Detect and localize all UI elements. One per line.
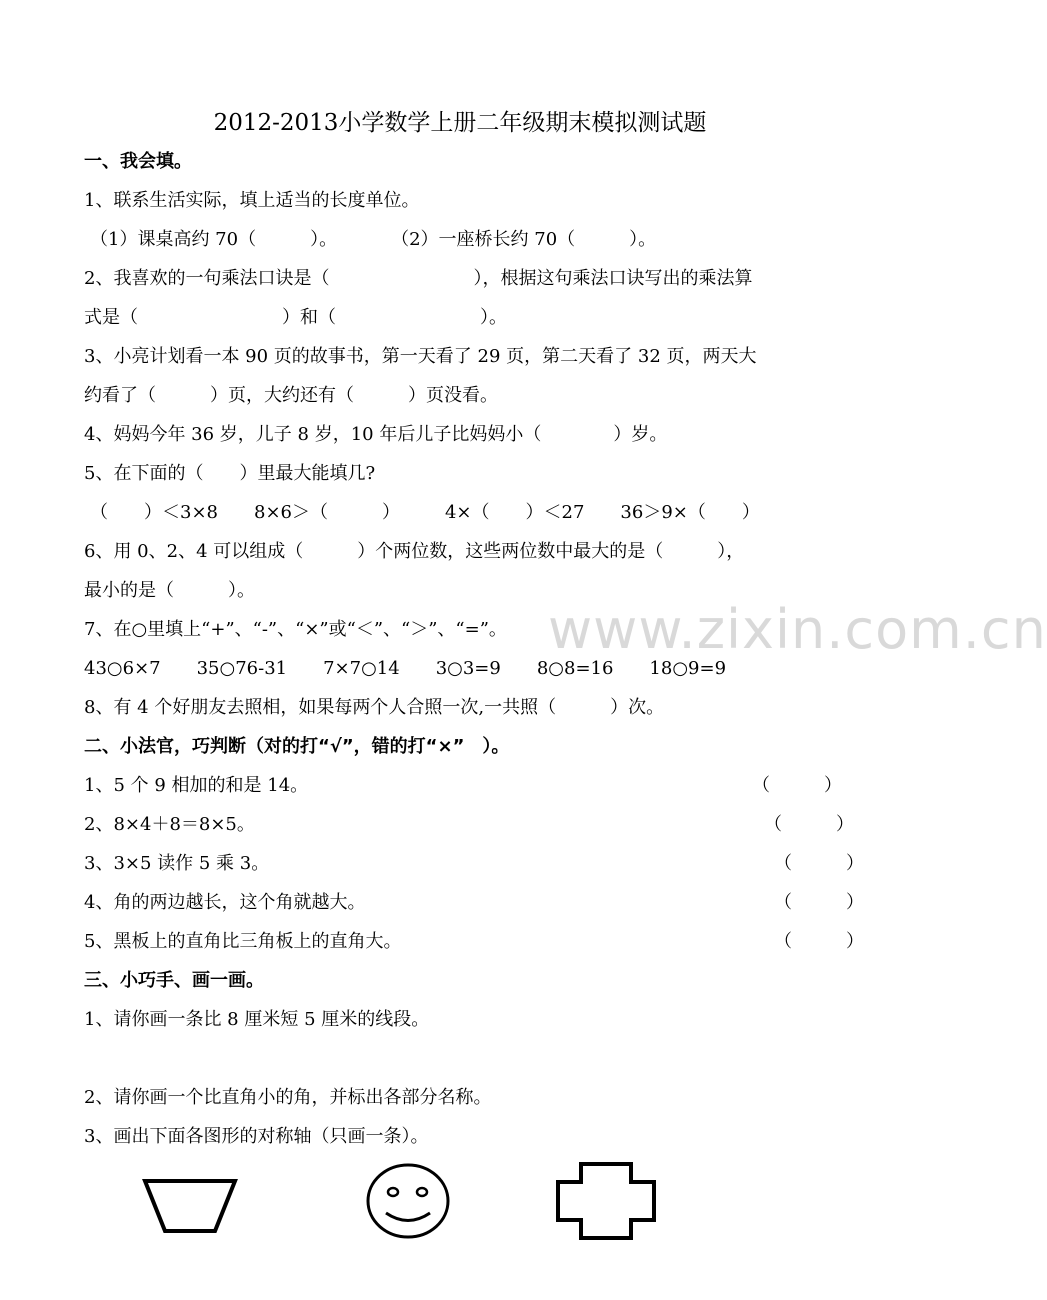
answer-parenthesis: （ ） bbox=[764, 814, 854, 835]
question-line: 2、我喜欢的一句乘法口诀是（ ），根据这句乘法口诀写出的乘法算 bbox=[84, 268, 753, 289]
page-title: 2012-2013小学数学上册二年级期末模拟测试题 bbox=[213, 110, 707, 136]
answer-parenthesis: （ ） bbox=[774, 853, 864, 874]
section-heading-fill: 一、我会填。 bbox=[84, 151, 192, 172]
question-line: 最小的是（ ）。 bbox=[84, 580, 255, 601]
answer-parenthesis: （ ） bbox=[774, 931, 864, 952]
question-line: （1）课桌高约 70（ ）。 （2）一座桥长约 70（ ）。 bbox=[90, 229, 657, 250]
section-heading-judge: 二、小法官，巧判断（对的打“√”，错的打“×” ）。 bbox=[84, 736, 510, 757]
judge-item: 3、3×5 读作 5 乘 3。 bbox=[84, 853, 270, 874]
draw-item: 1、请你画一条比 8 厘米短 5 厘米的线段。 bbox=[84, 1009, 430, 1030]
judge-item: 4、角的两边越长，这个角就越大。 bbox=[84, 892, 366, 913]
question-line: 约看了（ ）页，大约还有（ ）页没看。 bbox=[84, 385, 498, 406]
smiley-face-icon bbox=[362, 1160, 454, 1242]
question-line: （ ）＜3×8 8×6＞（ ） 4×（ ）＜27 36＞9×（ ） bbox=[90, 502, 760, 523]
draw-item: 2、请你画一个比直角小的角，并标出各部分名称。 bbox=[84, 1087, 492, 1108]
question-line: 43○6×7 35○76-31 7×7○14 3○3=9 8○8=16 18○9=9 bbox=[84, 658, 727, 679]
question-line: 4、妈妈今年 36 岁，儿子 8 岁，10 年后儿子比妈妈小（ ）岁。 bbox=[84, 424, 668, 445]
answer-parenthesis: （ ） bbox=[774, 892, 864, 913]
question-line: 5、在下面的（ ）里最大能填几? bbox=[84, 463, 376, 484]
question-line: 式是（ ）和（ ）。 bbox=[84, 307, 507, 328]
question-line: 3、小亮计划看一本 90 页的故事书，第一天看了 29 页，第二天看了 32 页，两天大 bbox=[84, 346, 757, 367]
question-line: 1、联系生活实际，填上适当的长度单位。 bbox=[84, 190, 420, 211]
judge-item: 5、黑板上的直角比三角板上的直角大。 bbox=[84, 931, 402, 952]
answer-parenthesis: （ ） bbox=[752, 775, 842, 796]
question-line: 7、在○里填上“+”、“-”、“×”或“＜”、“＞”、“=”。 bbox=[84, 619, 507, 640]
trapezoid-icon bbox=[140, 1175, 240, 1237]
judge-item: 1、5 个 9 相加的和是 14。 bbox=[84, 775, 309, 796]
question-line: 6、用 0、2、4 可以组成（ ）个两位数，这些两位数中最大的是（ ）， bbox=[84, 541, 745, 562]
judge-item: 2、8×4＋8＝8×5。 bbox=[84, 814, 255, 835]
section-heading-draw: 三、小巧手、画一画。 bbox=[84, 970, 264, 991]
watermark: www.zixin.com.cn bbox=[548, 598, 1047, 661]
draw-item: 3、画出下面各图形的对称轴（只画一条）。 bbox=[84, 1126, 429, 1147]
cross-shape-icon bbox=[552, 1160, 660, 1242]
question-line: 8、有 4 个好朋友去照相，如果每两个人合照一次,一共照（ ）次。 bbox=[84, 697, 665, 718]
